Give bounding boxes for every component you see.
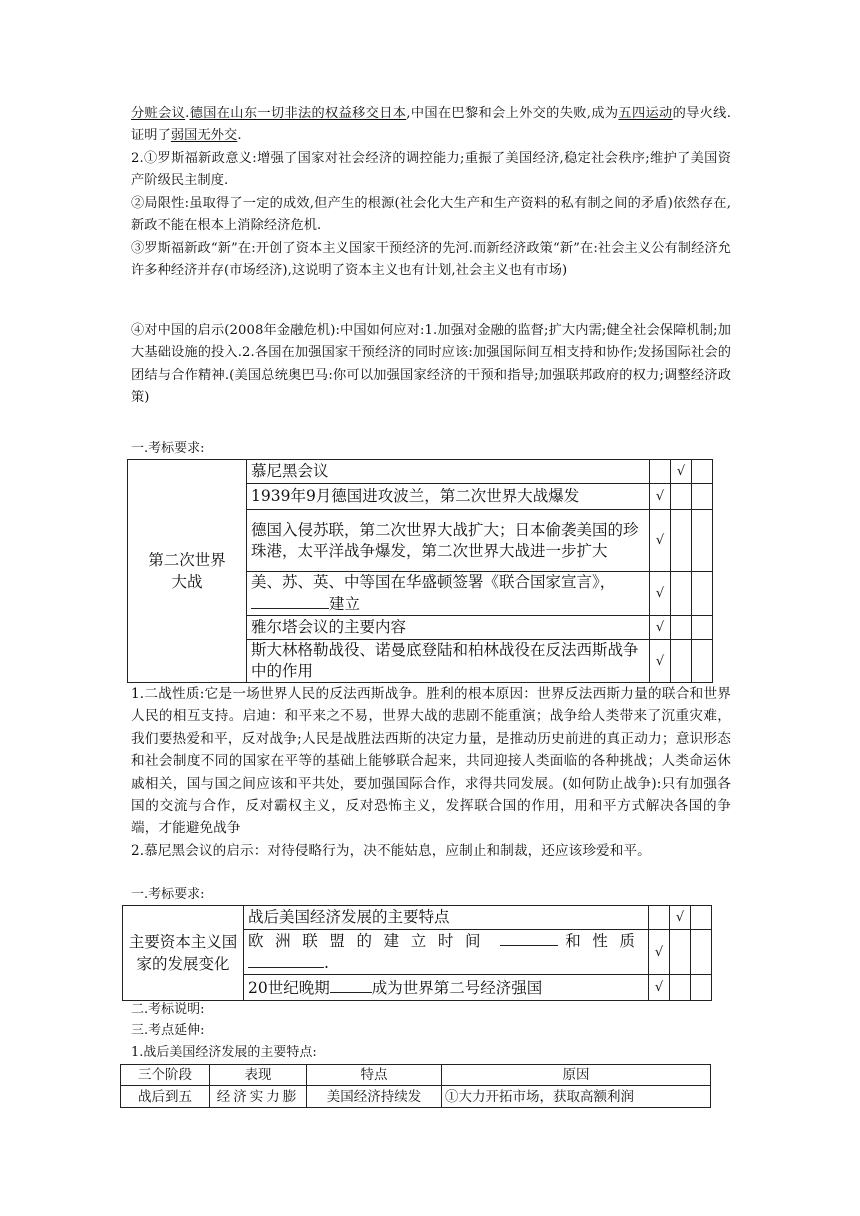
section-note-us-economy: 1.战后美国经济发展的主要特点: [131,1045,317,1060]
category-cell [128,460,247,683]
requirement-text: 欧洲联盟的建立时间 [248,932,493,950]
text-run: 的导火线.证明了 [131,106,731,144]
section-note-explanation: 二.考标说明: [131,1002,205,1017]
requirement-cell: 战后美国经济发展的主要特点 [244,906,649,930]
requirement-cell: 慕尼黑会议 [247,460,650,484]
paragraph-new-deal-significance: 2.①罗斯福新政意义:增强了国家对社会经济的调控能力;重振了美国经济,稳定社会秩序;维护了美国资产阶级民主制度. [131,151,731,189]
table-cell: ①大力开拓市场，获取高额利润 [442,1086,711,1108]
check-cell [670,930,691,975]
column-header: 原因 [442,1065,711,1086]
paragraph-munich-lesson: 2.慕尼黑会议的启示：对待侵略行为，决不能姑息，应制止和制裁，还应该珍爱和平。 [131,843,651,859]
fill-in-blank [248,952,324,968]
check-cell [692,460,713,484]
table-header-row [121,1065,711,1086]
underlined-term: 德国在山东一切非法的权益移交日本 [189,106,407,121]
paragraph-china-enlightenment: ④对中国的启示(2008年金融危机):中国如何应对:1.加强对金融的监督;扩大内需;健全社会保障机制;加大基础设施的投入.2.各国在加强国家干预经济的同时应该:加强国际间互相支持和协作;发扬国际社会的团结与合作精神.(美国总统奥巴马:你可以加强国家经济的干预和指导;加强联邦政府的权力;调整经济政策) [131,323,731,406]
column-header: 特点 [307,1065,442,1086]
table-cell: 战后到五 [121,1086,210,1108]
check-cell [650,460,671,484]
requirement-cell [244,975,649,1001]
underlined-term: 分赃会议 [131,106,186,121]
check-cell: √ [650,484,671,510]
text-run: . [185,106,190,121]
requirement-text: 美、苏、英、中等国在华盛顿签署《联合国家宣言》， [251,573,616,591]
requirement-text: 建立 [329,595,361,613]
check-cell [671,484,692,510]
paragraph-new-deal-limitation: ②局限性:虽取得了一定的成效,但产生的根源(社会化大生产和生产资料的私有制之间的矛盾)依然存在,新政不能在根本上消除经济危机. [131,196,731,234]
requirement-cell [244,930,649,975]
text-run: . [237,128,242,144]
section-note-extension: 三.考点延伸: [131,1023,205,1038]
check-cell [692,484,713,510]
check-cell: √ [649,975,670,1001]
check-cell [671,510,692,572]
us-economy-stages-table [120,1064,711,1108]
check-cell: √ [650,572,671,616]
check-cell [692,572,713,616]
requirement-text: 20世纪晚期 [248,978,330,997]
table-row [121,1086,711,1108]
ww2-requirements-table [127,459,713,683]
column-header: 表现 [210,1065,307,1086]
text-run: ,中国在巴黎和会上外交的失败,成为 [406,106,619,121]
section-heading-requirements: 一.考标要求: [131,887,205,902]
category-cell [123,906,244,1001]
check-cell [692,616,713,640]
check-cell: √ [671,460,692,484]
fill-in-blank [330,977,372,993]
requirement-line: . [248,952,644,974]
cell-text: 经济实力膨 [216,1088,300,1105]
category-label: 主要资本主义国家的发展变化 [128,933,238,973]
paragraph-ww2-nature: 1.二战性质:它是一场世界人民的反法西斯战争。胜利的根本原因：世界反法西斯力量的联合和世界人民的相互支持。启迪：和平来之不易，世界大战的悲剧不能重演；战争给人类带来了沉重灾难，我们要热爱和平，反对战争;人民是战胜法西斯的决定力量，是推动历史前进的真正动力；意识形态和社会制度不同的国家在平等的基础上能够联合起来，共同迎接人类面临的各种挑战；人类命运休戚相关，国与国之间应该和平共处，要加强国际合作，求得共同发展。(如何防止战争):只有加强各国的交流与合作，反对霸权主义，反对恐怖主义，发挥联合国的作用，用和平方式解决各国的争端，才能避免战争 [131,686,731,837]
column-header: 三个阶段 [121,1065,210,1086]
check-cell [671,616,692,640]
underlined-term: 五四运动 [618,106,673,121]
requirement-cell: 斯大林格勒战役、诺曼底登陆和柏林战役在反法西斯战争中的作用 [247,640,650,683]
check-cell [691,930,712,975]
fill-in-blank [251,593,329,609]
check-cell [670,975,691,1001]
check-cell [671,572,692,616]
underlined-term: 弱国无外交 [170,128,238,144]
check-cell: √ [650,510,671,572]
check-cell [649,906,670,930]
table-cell: 美国经济持续发 [307,1086,442,1108]
requirement-cell [247,572,650,616]
check-cell: √ [670,906,691,930]
fill-in-blank [500,930,558,946]
requirement-cell: 雅尔塔会议的主要内容 [247,616,650,640]
check-cell: √ [650,640,671,683]
table-row [128,460,713,484]
capitalist-development-table [122,905,712,1001]
check-cell [691,975,712,1001]
section-heading-requirements: 一.考标要求: [131,441,205,456]
check-cell: √ [649,930,670,975]
paragraph-new-deal-novelty: ③罗斯福新政“新”在:开创了资本主义国家干预经济的先河.而新经济政策“新”在:社会主义公有制经济允许多种经济并存(市场经济),这说明了资本主义也有计划,社会主义也有市场) [131,241,731,279]
category-label: 第二次世界大战 [148,551,226,591]
check-cell [692,510,713,572]
check-cell [692,640,713,683]
table-cell [210,1086,307,1108]
paragraph-paris-conference [131,103,731,148]
check-cell [691,906,712,930]
check-cell: √ [650,616,671,640]
requirement-line [248,930,644,952]
requirement-text: 和性质 [565,932,644,950]
requirement-cell: 德国入侵苏联，第二次世界大战扩大；日本偷袭美国的珍珠港，太平洋战争爆发，第二次世界大战进一步扩大 [247,510,650,572]
requirement-cell: 1939年9月德国进攻波兰，第二次世界大战爆发 [247,484,650,510]
check-cell [671,640,692,683]
requirement-text: 成为世界第二号经济强国 [371,978,543,997]
table-row [123,906,712,930]
